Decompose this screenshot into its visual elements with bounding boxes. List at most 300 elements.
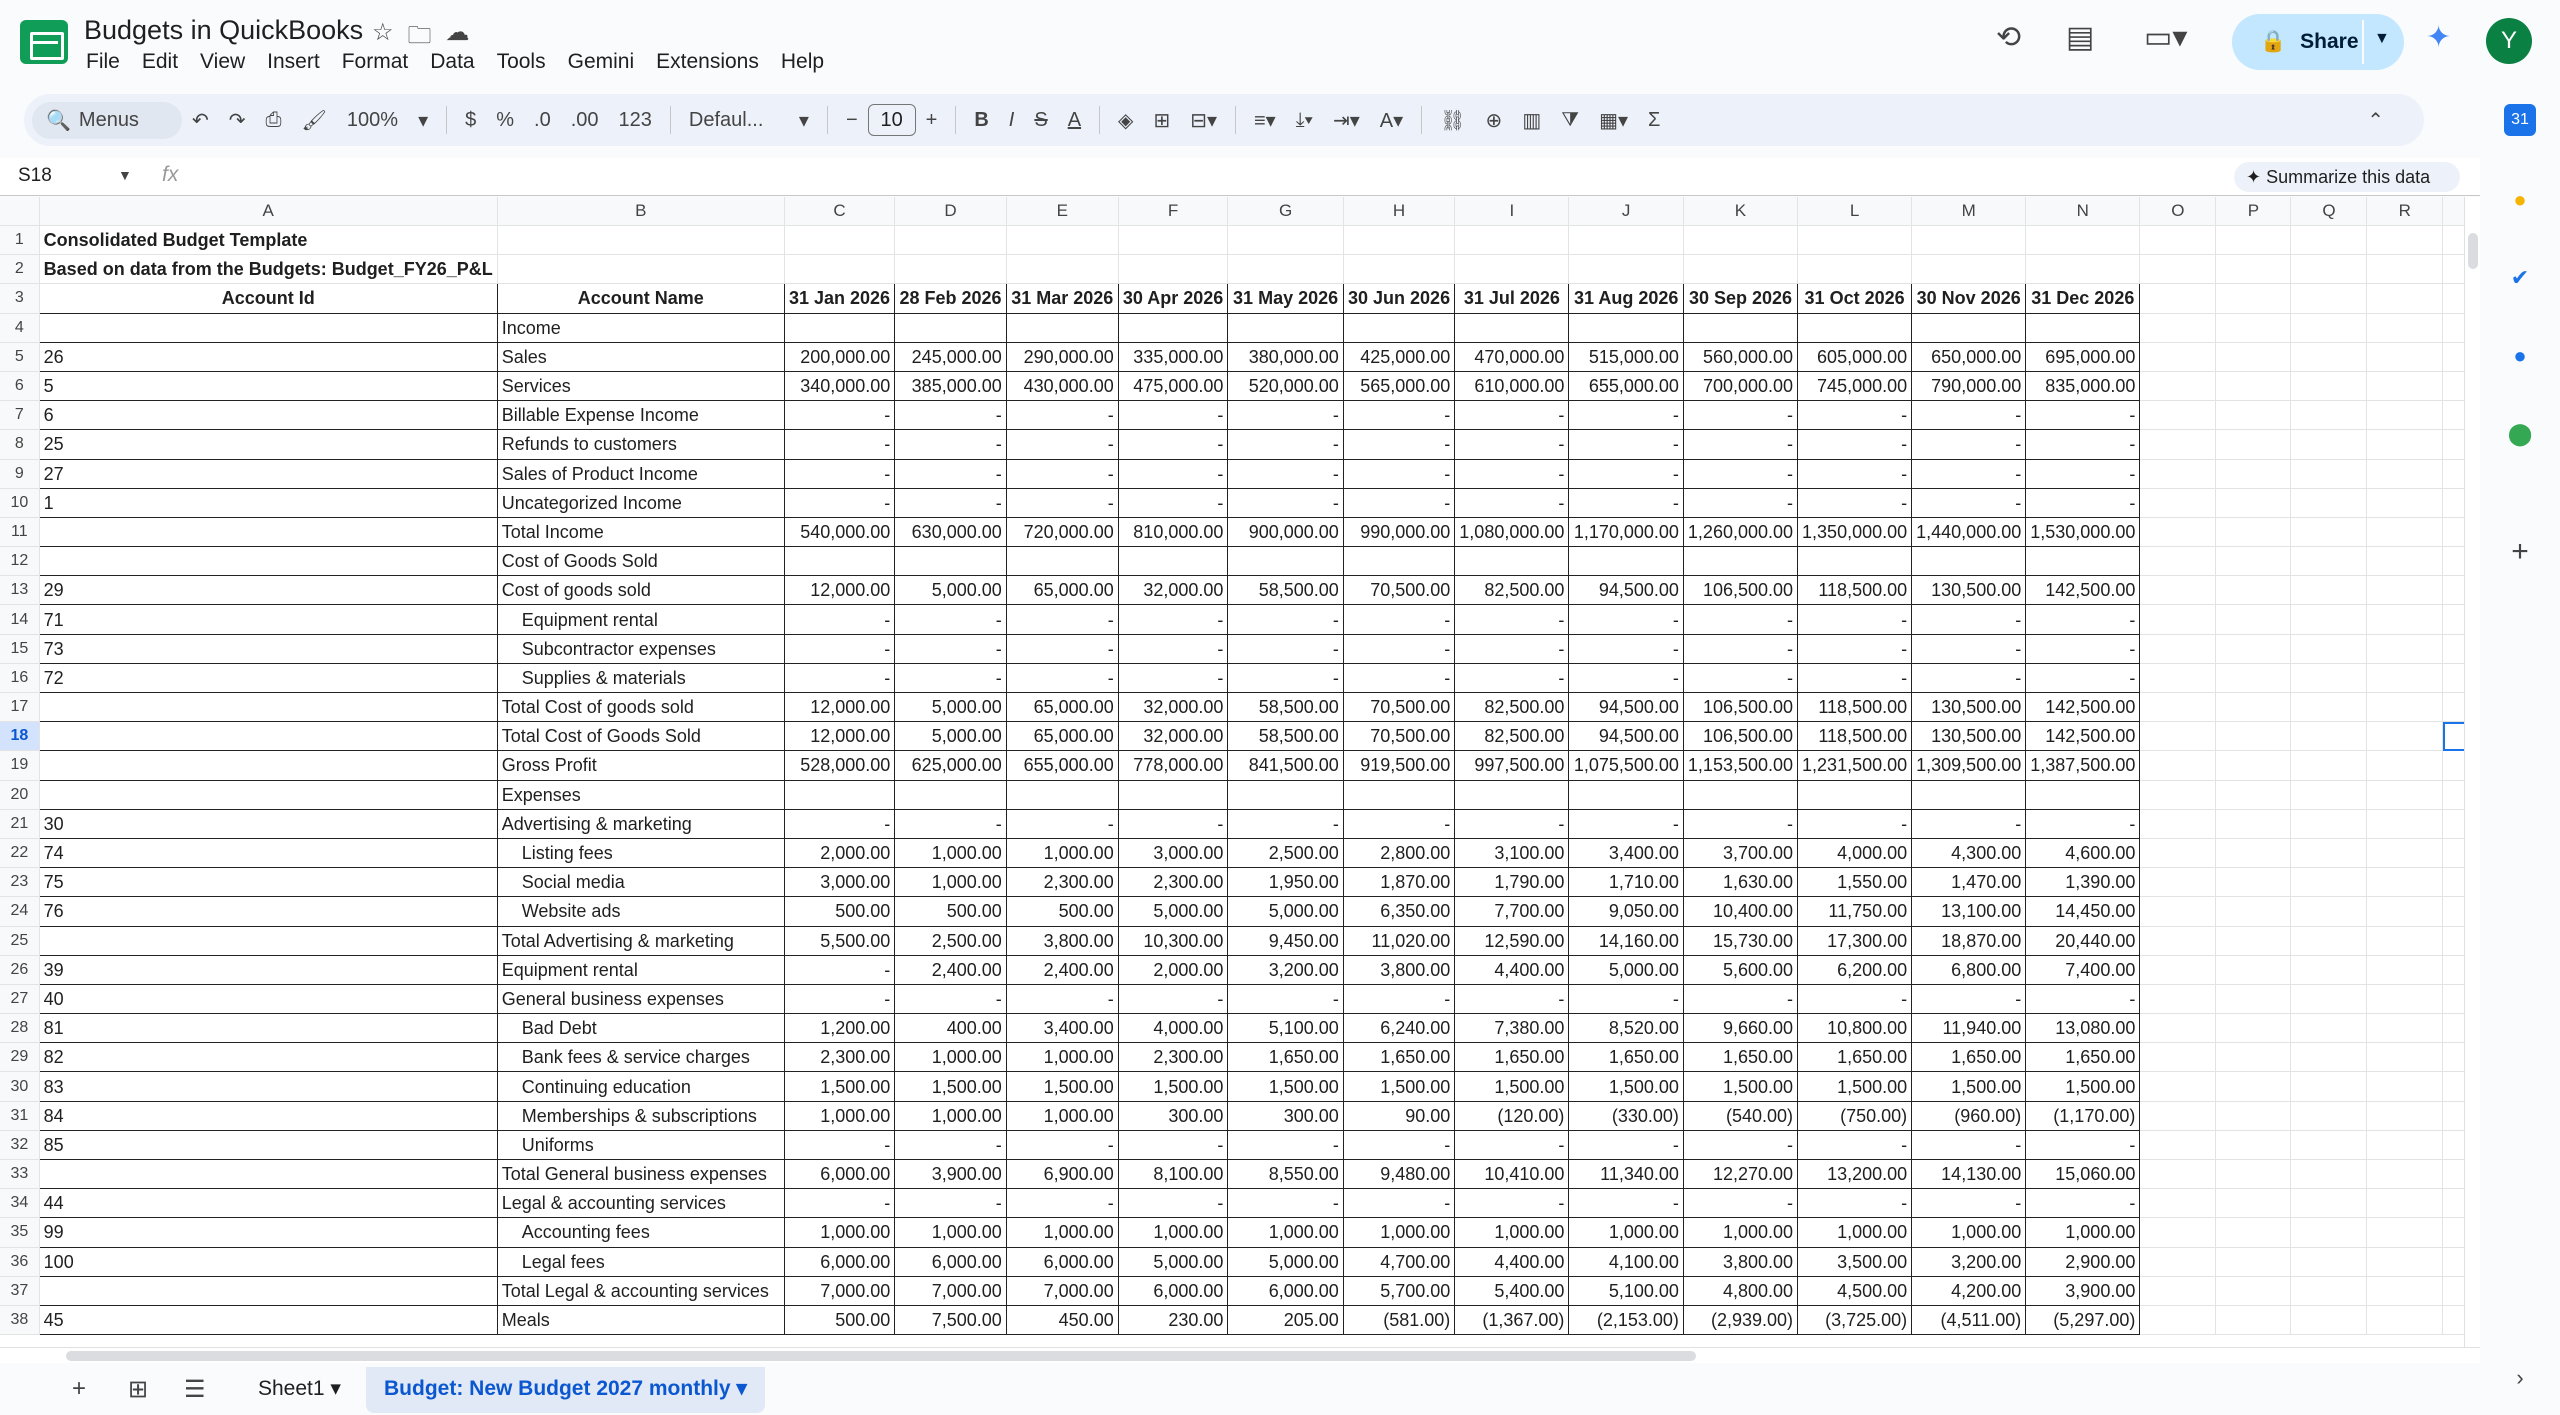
cell[interactable]	[2216, 459, 2291, 488]
cell[interactable]	[784, 226, 895, 255]
cell[interactable]: 6,350.00	[1343, 897, 1454, 926]
cell[interactable]: 1,000.00	[1569, 1218, 1684, 1247]
cell[interactable]: 630,000.00	[895, 517, 1006, 546]
cell[interactable]: -	[1455, 634, 1569, 663]
cell[interactable]: 540,000.00	[784, 517, 895, 546]
cell[interactable]	[2367, 809, 2443, 838]
cell[interactable]: 900,000.00	[1228, 517, 1343, 546]
row-header[interactable]: 10	[0, 488, 39, 517]
cell[interactable]: 2,500.00	[895, 926, 1006, 955]
cell[interactable]	[2216, 313, 2291, 342]
cell[interactable]: 1,000.00	[1118, 1218, 1228, 1247]
cell[interactable]: 44	[39, 1189, 497, 1218]
sheets-logo-icon[interactable]	[20, 20, 68, 64]
cell[interactable]: -	[1118, 634, 1228, 663]
cell[interactable]	[895, 226, 1006, 255]
row-header[interactable]: 15	[0, 634, 39, 663]
decrease-font-size-icon[interactable]: −	[845, 108, 858, 131]
cell[interactable]: 6,800.00	[1912, 955, 2026, 984]
cell[interactable]	[2367, 1014, 2443, 1043]
cell[interactable]: Total Cost of goods sold	[497, 693, 784, 722]
cell[interactable]: -	[784, 1189, 895, 1218]
cell[interactable]: 13,080.00	[2026, 1014, 2140, 1043]
cell[interactable]	[2140, 1276, 2216, 1305]
cell[interactable]: 5,000.00	[895, 722, 1006, 751]
cell[interactable]: 65,000.00	[1006, 722, 1118, 751]
cell[interactable]: -	[2026, 809, 2140, 838]
cell[interactable]: 1,440,000.00	[1912, 517, 2026, 546]
cell[interactable]	[1228, 226, 1343, 255]
cell[interactable]: (4,511.00)	[1912, 1305, 2026, 1334]
cell[interactable]: (540.00)	[1683, 1101, 1797, 1130]
row-header[interactable]: 9	[0, 459, 39, 488]
cell[interactable]	[2367, 955, 2443, 984]
cell[interactable]	[2026, 255, 2140, 284]
cell[interactable]: 2,300.00	[1118, 868, 1228, 897]
cell[interactable]: Legal & accounting services	[497, 1189, 784, 1218]
cell[interactable]	[2140, 371, 2216, 400]
cell[interactable]	[2291, 634, 2367, 663]
cell[interactable]: 778,000.00	[1118, 751, 1228, 780]
cell[interactable]: 650,000.00	[1912, 342, 2026, 371]
cell[interactable]: 200,000.00	[784, 342, 895, 371]
cell[interactable]	[2216, 838, 2291, 867]
cell[interactable]	[2367, 1130, 2443, 1159]
cell[interactable]: -	[895, 634, 1006, 663]
cell[interactable]: 29	[39, 576, 497, 605]
cell[interactable]: -	[1455, 459, 1569, 488]
cell[interactable]	[2140, 663, 2216, 692]
cell[interactable]: 3,800.00	[1006, 926, 1118, 955]
cell[interactable]: 430,000.00	[1006, 371, 1118, 400]
cell[interactable]	[1683, 547, 1797, 576]
cell[interactable]: 4,200.00	[1912, 1276, 2026, 1305]
cell[interactable]	[2216, 1014, 2291, 1043]
cell[interactable]: 5,100.00	[1228, 1014, 1343, 1043]
cell[interactable]	[2367, 868, 2443, 897]
cell[interactable]: 695,000.00	[2026, 342, 2140, 371]
cell[interactable]	[39, 1276, 497, 1305]
cell[interactable]	[2216, 1189, 2291, 1218]
cell[interactable]: 5	[39, 371, 497, 400]
column-header[interactable]: D	[895, 197, 1006, 226]
cell[interactable]: -	[1798, 1189, 1912, 1218]
merge-cells-icon[interactable]: ⊟▾	[1190, 109, 1217, 132]
cell[interactable]: 7,400.00	[2026, 955, 2140, 984]
cell[interactable]: 4,300.00	[1912, 838, 2026, 867]
column-header[interactable]: O	[2140, 197, 2216, 226]
cell[interactable]: 106,500.00	[1683, 576, 1797, 605]
cell[interactable]: 1,000.00	[2026, 1218, 2140, 1247]
cell[interactable]: -	[2026, 634, 2140, 663]
row-header[interactable]: 18	[0, 722, 39, 751]
cell[interactable]: 1,530,000.00	[2026, 517, 2140, 546]
cell[interactable]: Accounting fees	[497, 1218, 784, 1247]
cell[interactable]	[1118, 226, 1228, 255]
cloud-status-icon[interactable]: ☁	[445, 19, 470, 46]
cell[interactable]	[2367, 722, 2443, 751]
cell[interactable]	[2367, 838, 2443, 867]
cell[interactable]: 10,410.00	[1455, 1160, 1569, 1189]
cell[interactable]	[2216, 547, 2291, 576]
cell[interactable]: 1,075,500.00	[1569, 751, 1684, 780]
cell[interactable]	[2140, 751, 2216, 780]
cell[interactable]	[2367, 1189, 2443, 1218]
cell[interactable]: -	[1006, 663, 1118, 692]
cell[interactable]: -	[1683, 459, 1797, 488]
cell[interactable]	[1455, 547, 1569, 576]
cell[interactable]	[1683, 226, 1797, 255]
cell[interactable]: Total General business expenses	[497, 1160, 784, 1189]
cell[interactable]: 1,000.00	[1228, 1218, 1343, 1247]
cell[interactable]: 1,000.00	[1006, 1101, 1118, 1130]
cell[interactable]: 605,000.00	[1798, 342, 1912, 371]
cell[interactable]: -	[1683, 1189, 1797, 1218]
cell[interactable]: (960.00)	[1912, 1101, 2026, 1130]
cell[interactable]	[2140, 1130, 2216, 1159]
all-sheets-icon[interactable]: ⊞	[128, 1376, 149, 1403]
cell[interactable]: -	[2026, 663, 2140, 692]
cell[interactable]	[2291, 1043, 2367, 1072]
cell[interactable]: 14,160.00	[1569, 926, 1684, 955]
cell[interactable]: -	[1006, 984, 1118, 1013]
cell[interactable]: -	[895, 809, 1006, 838]
cell[interactable]	[2216, 284, 2291, 313]
cell[interactable]	[39, 751, 497, 780]
cell[interactable]: 7,700.00	[1455, 897, 1569, 926]
cell[interactable]	[2291, 576, 2367, 605]
cell[interactable]: 3,900.00	[895, 1160, 1006, 1189]
cell[interactable]: 720,000.00	[1006, 517, 1118, 546]
cell[interactable]	[2216, 576, 2291, 605]
row-header[interactable]: 4	[0, 313, 39, 342]
cell[interactable]: -	[1912, 663, 2026, 692]
cell[interactable]: 1,231,500.00	[1798, 751, 1912, 780]
cell[interactable]: 32,000.00	[1118, 576, 1228, 605]
cell[interactable]	[2216, 488, 2291, 517]
cell[interactable]: -	[1343, 605, 1454, 634]
row-header[interactable]: 20	[0, 780, 39, 809]
cell[interactable]: 1,790.00	[1455, 868, 1569, 897]
cell[interactable]	[1455, 226, 1569, 255]
cell[interactable]: -	[1118, 401, 1228, 430]
cell[interactable]: -	[1912, 634, 2026, 663]
cell[interactable]: 118,500.00	[1798, 722, 1912, 751]
borders-icon[interactable]: ⊞	[1153, 109, 1171, 132]
cell[interactable]: General business expenses	[497, 984, 784, 1013]
cell[interactable]	[2291, 226, 2367, 255]
cell[interactable]: -	[1228, 430, 1343, 459]
cell[interactable]: -	[2026, 984, 2140, 1013]
cell[interactable]: -	[1228, 663, 1343, 692]
sheet-list-icon[interactable]: ☰	[184, 1376, 206, 1403]
cell[interactable]: -	[1228, 605, 1343, 634]
cell[interactable]	[2216, 342, 2291, 371]
cell[interactable]	[1798, 313, 1912, 342]
cell[interactable]	[39, 693, 497, 722]
cell[interactable]: 130,500.00	[1912, 693, 2026, 722]
cell[interactable]: 3,400.00	[1569, 838, 1684, 867]
column-header[interactable]: N	[2026, 197, 2140, 226]
cell[interactable]: -	[1006, 401, 1118, 430]
cell[interactable]	[1569, 780, 1684, 809]
row-header[interactable]: 31	[0, 1101, 39, 1130]
cell[interactable]: -	[784, 1130, 895, 1159]
column-header[interactable]: B	[497, 197, 784, 226]
cell[interactable]	[2216, 1305, 2291, 1334]
cell[interactable]: 6,240.00	[1343, 1014, 1454, 1043]
cell[interactable]: 1,650.00	[1455, 1043, 1569, 1072]
cell[interactable]: Subcontractor expenses	[497, 634, 784, 663]
cell[interactable]: -	[2026, 1130, 2140, 1159]
insert-link-icon[interactable]: ⛓	[1440, 109, 1466, 132]
cell[interactable]: -	[1798, 1130, 1912, 1159]
vertical-scrollbar[interactable]	[2464, 197, 2480, 1347]
cell[interactable]: 4,000.00	[1118, 1014, 1228, 1043]
cell[interactable]	[2291, 284, 2367, 313]
cell[interactable]	[2367, 605, 2443, 634]
cell[interactable]: 2,000.00	[1118, 955, 1228, 984]
cell[interactable]: -	[895, 605, 1006, 634]
cell[interactable]: 1,000.00	[1006, 838, 1118, 867]
cell[interactable]: 30	[39, 809, 497, 838]
cell[interactable]: 1,650.00	[1569, 1043, 1684, 1072]
cell[interactable]: 82	[39, 1043, 497, 1072]
cell[interactable]: 30 Sep 2026	[1683, 284, 1797, 313]
share-dropdown-icon[interactable]: ▼	[2374, 30, 2390, 47]
cell[interactable]: -	[1343, 430, 1454, 459]
cell[interactable]: 1,500.00	[1798, 1072, 1912, 1101]
cell[interactable]: -	[784, 634, 895, 663]
cell[interactable]: Total Legal & accounting services	[497, 1276, 784, 1305]
cell[interactable]: -	[1006, 809, 1118, 838]
cell[interactable]: 2,900.00	[2026, 1247, 2140, 1276]
cell[interactable]	[1006, 255, 1118, 284]
cell[interactable]	[2367, 371, 2443, 400]
cell[interactable]: 1,500.00	[1006, 1072, 1118, 1101]
cell[interactable]: 4,800.00	[1683, 1276, 1797, 1305]
cell[interactable]	[2291, 313, 2367, 342]
avatar[interactable]: Y	[2486, 18, 2532, 64]
cell[interactable]: 12,000.00	[784, 576, 895, 605]
cell[interactable]: 30 Jun 2026	[1343, 284, 1454, 313]
cell[interactable]	[1683, 780, 1797, 809]
menu-gemini[interactable]: Gemini	[567, 50, 635, 73]
cell[interactable]	[2216, 371, 2291, 400]
cell[interactable]: 65,000.00	[1006, 576, 1118, 605]
cell[interactable]: 9,050.00	[1569, 897, 1684, 926]
keep-icon[interactable]: ●	[2513, 187, 2527, 212]
cell[interactable]: 14,450.00	[2026, 897, 2140, 926]
cell[interactable]: 1,500.00	[1343, 1072, 1454, 1101]
cell[interactable]: 1,000.00	[895, 868, 1006, 897]
cell[interactable]	[2367, 1160, 2443, 1189]
cell[interactable]: 6,000.00	[1006, 1247, 1118, 1276]
cell[interactable]: -	[1455, 401, 1569, 430]
cell[interactable]: -	[784, 401, 895, 430]
summarize-button[interactable]: ✦ Summarize this data	[2234, 162, 2460, 192]
cell[interactable]	[2140, 284, 2216, 313]
column-header[interactable]: H	[1343, 197, 1454, 226]
cell[interactable]	[2140, 1043, 2216, 1072]
row-header[interactable]: 16	[0, 663, 39, 692]
cell[interactable]: -	[1228, 459, 1343, 488]
cell[interactable]: 81	[39, 1014, 497, 1043]
sheet-grid[interactable]	[0, 197, 2480, 1347]
row-header[interactable]: 35	[0, 1218, 39, 1247]
insert-comment-icon[interactable]: ⊕	[1485, 109, 1503, 132]
cell[interactable]: -	[1228, 1130, 1343, 1159]
cell[interactable]: 12,000.00	[784, 693, 895, 722]
collapse-toolbar-icon[interactable]: ⌃	[2367, 109, 2384, 132]
row-header[interactable]: 21	[0, 809, 39, 838]
cell[interactable]	[2140, 488, 2216, 517]
cell[interactable]: -	[1798, 488, 1912, 517]
cell[interactable]: 8,520.00	[1569, 1014, 1684, 1043]
cell[interactable]	[2140, 926, 2216, 955]
cell[interactable]	[2367, 1101, 2443, 1130]
cell[interactable]	[2140, 401, 2216, 430]
cell[interactable]	[39, 1160, 497, 1189]
cell[interactable]: 82,500.00	[1455, 576, 1569, 605]
cell[interactable]: 3,900.00	[2026, 1276, 2140, 1305]
cell[interactable]: -	[1569, 663, 1684, 692]
cell[interactable]: -	[1006, 430, 1118, 459]
cell[interactable]	[1912, 226, 2026, 255]
cell[interactable]	[1118, 313, 1228, 342]
filter-views-icon[interactable]: ▦▾	[1599, 109, 1628, 132]
row-header[interactable]: 17	[0, 693, 39, 722]
cell[interactable]: 26	[39, 342, 497, 371]
cell[interactable]	[1006, 780, 1118, 809]
cell[interactable]: -	[784, 488, 895, 517]
cell[interactable]: 335,000.00	[1118, 342, 1228, 371]
cell[interactable]: -	[1228, 634, 1343, 663]
cell[interactable]	[1455, 313, 1569, 342]
row-header[interactable]: 1	[0, 226, 39, 255]
cell[interactable]: 12,270.00	[1683, 1160, 1797, 1189]
cell[interactable]: 1,000.00	[1798, 1218, 1912, 1247]
cell[interactable]: 83	[39, 1072, 497, 1101]
cell[interactable]	[1228, 547, 1343, 576]
cell[interactable]	[2140, 1305, 2216, 1334]
cell[interactable]: 118,500.00	[1798, 576, 1912, 605]
cell[interactable]: 1,390.00	[2026, 868, 2140, 897]
cell[interactable]: 5,000.00	[1118, 897, 1228, 926]
sheet-tab-sheet1[interactable]: Sheet1 ▾	[258, 1377, 341, 1400]
strikethrough-icon[interactable]: S	[1034, 108, 1048, 131]
cell[interactable]	[2291, 1276, 2367, 1305]
cell[interactable]	[2140, 984, 2216, 1013]
cell[interactable]: -	[784, 809, 895, 838]
cell[interactable]: 130,500.00	[1912, 576, 2026, 605]
add-sheet-icon[interactable]: +	[72, 1375, 87, 1402]
cell[interactable]: Listing fees	[497, 838, 784, 867]
cell[interactable]: 500.00	[784, 1305, 895, 1334]
cell[interactable]	[2367, 401, 2443, 430]
cell[interactable]: -	[1912, 605, 2026, 634]
cell[interactable]: Account Id	[39, 284, 497, 313]
bold-icon[interactable]: B	[974, 108, 989, 131]
filter-icon[interactable]: ⧩	[1561, 108, 1580, 131]
cell[interactable]: -	[1006, 1130, 1118, 1159]
cell[interactable]: Sales	[497, 342, 784, 371]
cell[interactable]: 74	[39, 838, 497, 867]
cell[interactable]: 70,500.00	[1343, 693, 1454, 722]
cell[interactable]: 2,000.00	[784, 838, 895, 867]
cell[interactable]	[2367, 459, 2443, 488]
cell[interactable]: 1,650.00	[2026, 1043, 2140, 1072]
cell[interactable]: 31 Dec 2026	[2026, 284, 2140, 313]
cell[interactable]: 1	[39, 488, 497, 517]
cell[interactable]: 94,500.00	[1569, 576, 1684, 605]
cell[interactable]: 990,000.00	[1343, 517, 1454, 546]
row-header[interactable]: 3	[0, 284, 39, 313]
cell[interactable]: -	[1569, 430, 1684, 459]
name-box-dropdown-icon[interactable]: ▼	[118, 167, 132, 183]
cell[interactable]: 3,700.00	[1683, 838, 1797, 867]
functions-icon[interactable]: Σ	[1648, 108, 1661, 131]
column-header[interactable]: A	[39, 197, 497, 226]
cell[interactable]	[2026, 313, 2140, 342]
cell[interactable]: 5,700.00	[1343, 1276, 1454, 1305]
cell[interactable]	[2216, 1043, 2291, 1072]
cell[interactable]	[2216, 634, 2291, 663]
horizontal-align-icon[interactable]: ≡▾	[1254, 109, 1276, 132]
cell[interactable]: -	[1569, 459, 1684, 488]
cell[interactable]: 25	[39, 430, 497, 459]
cell[interactable]: Legal fees	[497, 1247, 784, 1276]
cell[interactable]: 500.00	[895, 897, 1006, 926]
cell[interactable]	[1228, 255, 1343, 284]
maps-icon[interactable]: ⬤	[2507, 421, 2533, 446]
cell[interactable]: -	[895, 430, 1006, 459]
cell[interactable]: Sales of Product Income	[497, 459, 784, 488]
cell[interactable]	[2291, 1130, 2367, 1159]
cell[interactable]	[2291, 371, 2367, 400]
italic-icon[interactable]: I	[1008, 108, 1015, 131]
row-header[interactable]: 19	[0, 751, 39, 780]
cell[interactable]	[2140, 780, 2216, 809]
cell[interactable]: 3,200.00	[1228, 955, 1343, 984]
cell[interactable]: 6,000.00	[1118, 1276, 1228, 1305]
column-header[interactable]: L	[1798, 197, 1912, 226]
horizontal-scrollbar[interactable]	[0, 1347, 2480, 1363]
font-size-input[interactable]: 10	[868, 104, 916, 136]
cell[interactable]	[2291, 984, 2367, 1013]
undo-icon[interactable]: ↶	[192, 109, 209, 132]
calendar-icon[interactable]: 31	[2504, 104, 2536, 136]
cell[interactable]: 700,000.00	[1683, 371, 1797, 400]
cell[interactable]: 835,000.00	[2026, 371, 2140, 400]
cell[interactable]	[497, 255, 784, 284]
cell[interactable]: -	[895, 663, 1006, 692]
cell[interactable]: -	[1118, 430, 1228, 459]
cell[interactable]	[2291, 488, 2367, 517]
cell[interactable]	[784, 255, 895, 284]
cell[interactable]: Billable Expense Income	[497, 401, 784, 430]
row-header[interactable]: 32	[0, 1130, 39, 1159]
cell[interactable]: Based on data from the Budgets: Budget_FY26_P&L	[39, 255, 497, 284]
text-wrapping-icon[interactable]: ⇥▾	[1332, 109, 1360, 132]
row-header[interactable]: 2	[0, 255, 39, 284]
cell[interactable]: -	[784, 955, 895, 984]
cell[interactable]: 99	[39, 1218, 497, 1247]
cell[interactable]	[2367, 751, 2443, 780]
cell[interactable]: (5,297.00)	[2026, 1305, 2140, 1334]
cell[interactable]: Website ads	[497, 897, 784, 926]
cell[interactable]: (330.00)	[1569, 1101, 1684, 1130]
